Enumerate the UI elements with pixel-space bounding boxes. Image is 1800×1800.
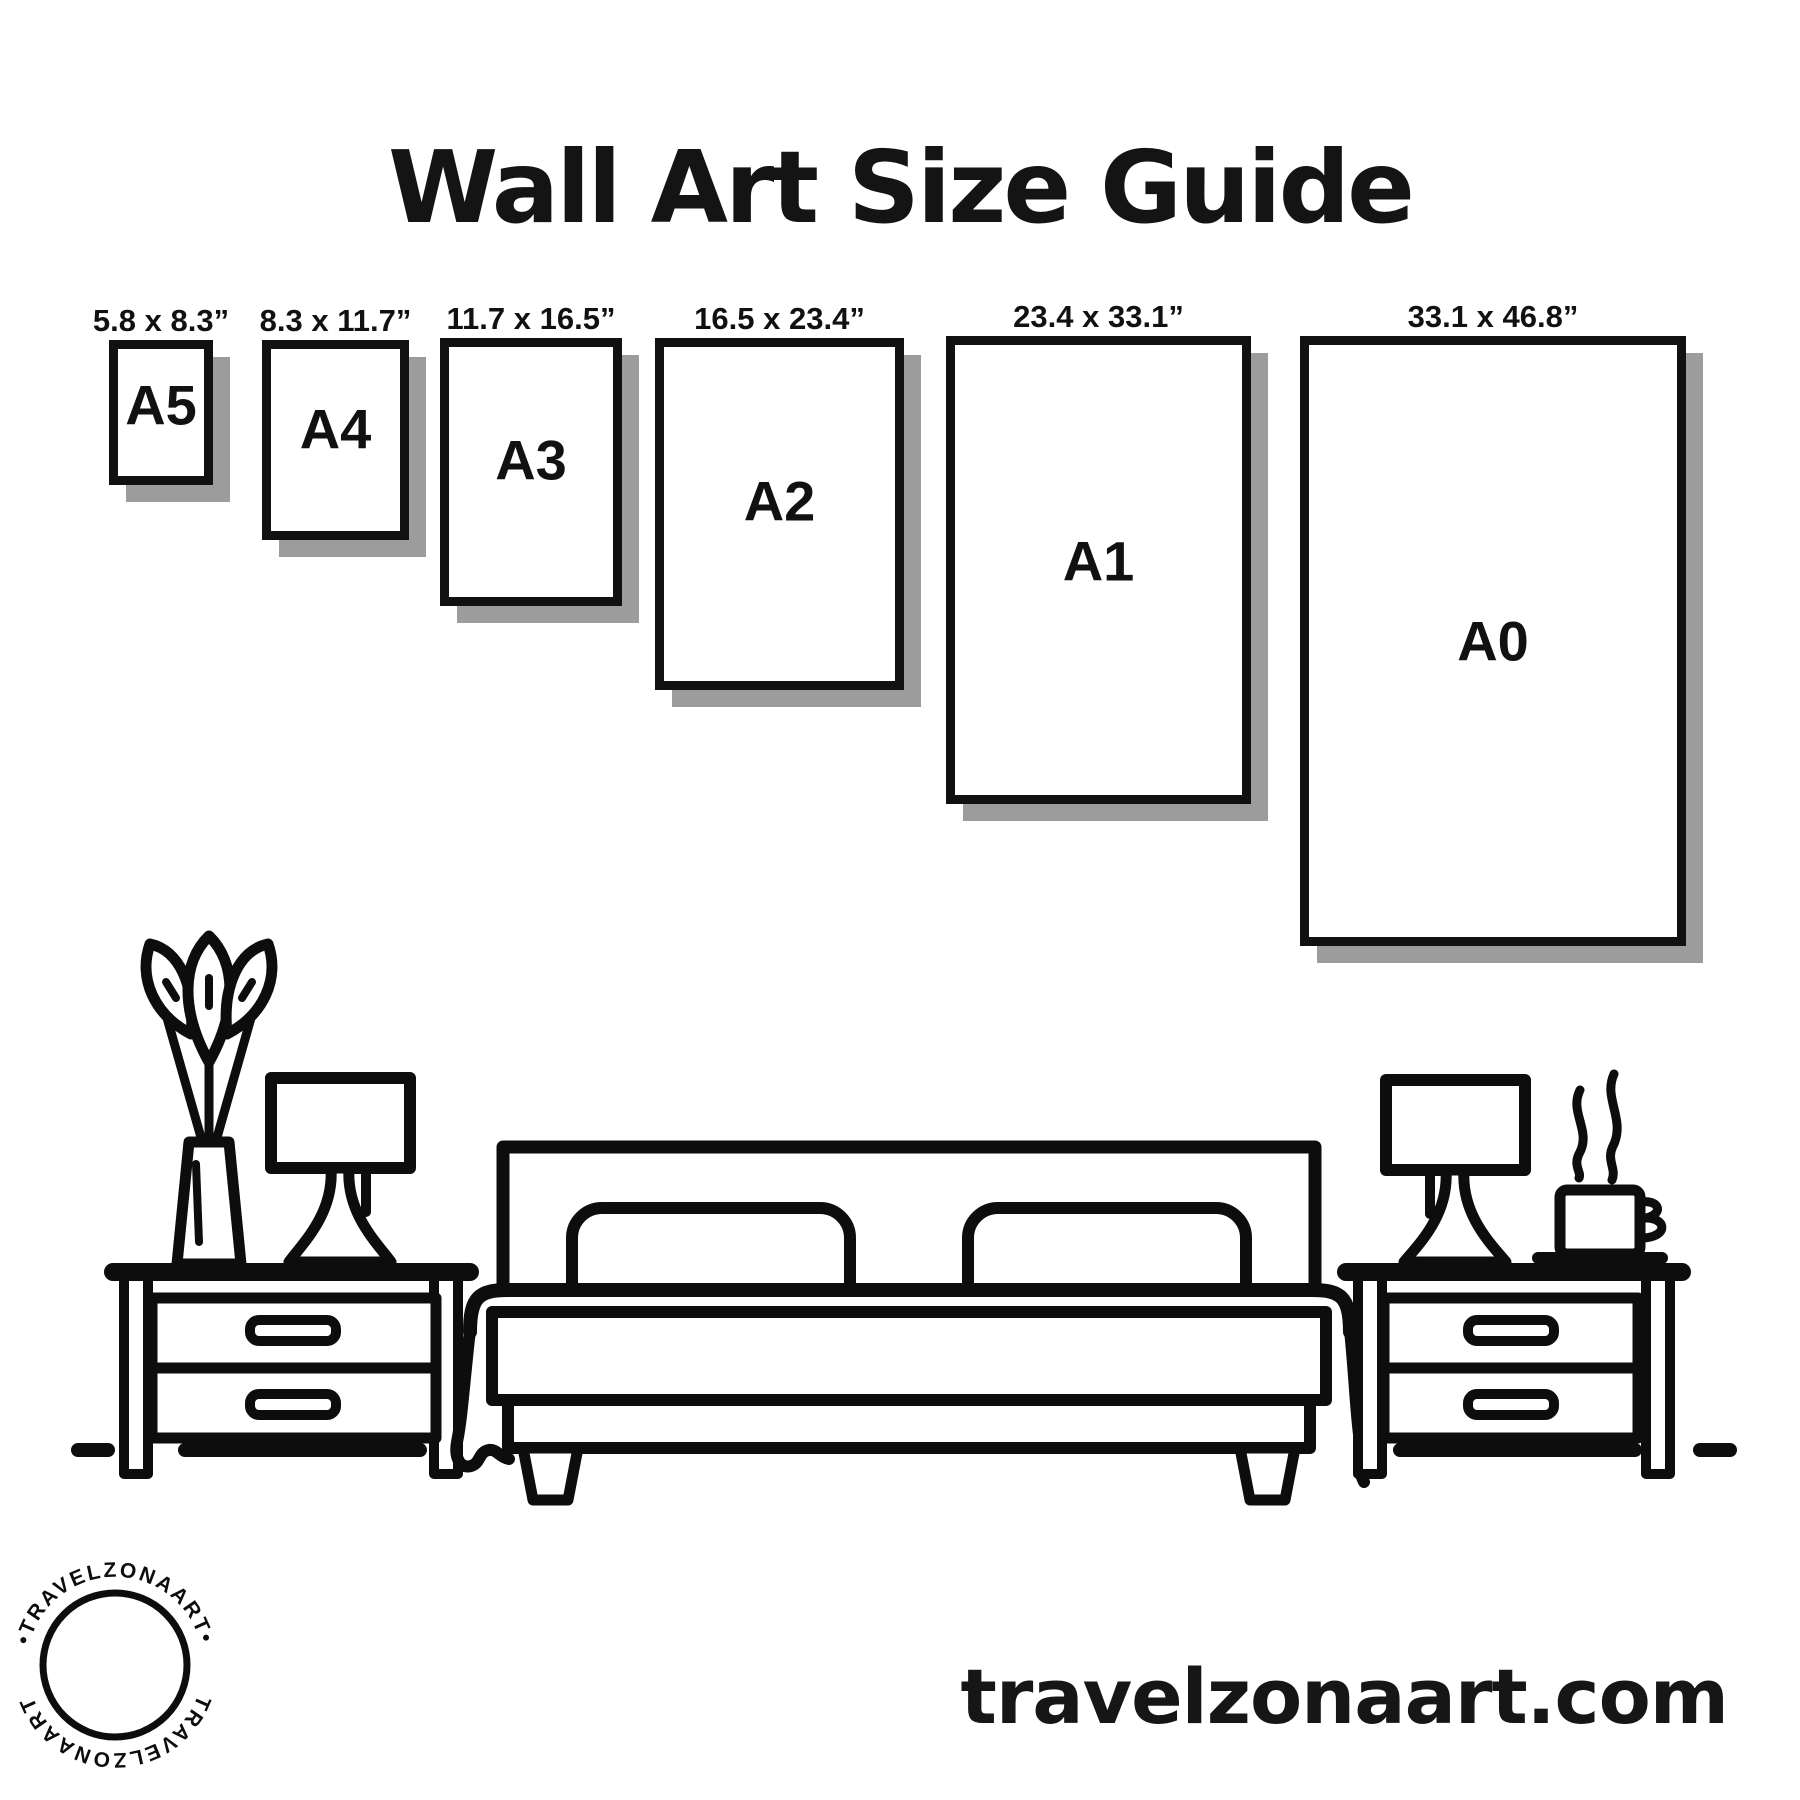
size-frame-a3 [440,301,622,606]
coffee-mug-icon [1538,1074,1662,1258]
size-letter-label: A5 [125,373,197,437]
drawer-handle [1468,1320,1554,1341]
logo-arc-text-top: •TRAVELZONAART• [11,1558,219,1647]
size-letter-label: A2 [743,469,816,533]
size-frame-a1 [946,299,1251,804]
size-frame-a2 [655,301,904,690]
bedroom-scene-illustration [0,900,1800,1550]
size-frame-a5 [92,303,230,485]
steam-icon [1611,1074,1618,1180]
size-letter-label: A3 [495,428,567,491]
mountains-icon [47,1651,183,1696]
pine-trees-icon [48,1659,181,1705]
size-letter-label: A4 [299,397,372,461]
bed-foot-right [1240,1448,1295,1500]
size-dimensions-label: 23.4 x 33.1” [1013,299,1184,334]
size-letter-label: A0 [1457,609,1529,673]
size-frame-a4 [259,303,412,540]
bed-icon [456,1147,1364,1500]
size-dimensions-label: 5.8 x 8.3” [92,303,230,338]
size-letter-label: A1 [1062,529,1135,593]
bed-base [508,1400,1310,1448]
brand-logo [0,1540,260,1800]
size-dimensions-label: 33.1 x 46.8” [1407,299,1579,334]
mattress [492,1312,1326,1400]
steam-icon [1577,1090,1583,1178]
drawer-handle [250,1394,336,1415]
bed-foot-left [523,1448,578,1500]
drawer-handle [1468,1394,1554,1415]
table-lamp-left-icon [271,1078,410,1262]
size-dimensions-label: 11.7 x 16.5” [446,301,616,336]
page-title: Wall Art Size Guide [387,129,1412,246]
logo-arc-text-bottom: TRAVELZONAART [15,1692,215,1772]
size-frame-a0 [1300,299,1686,946]
bird-icon [69,1648,89,1651]
drawer-handle [250,1320,336,1341]
size-dimensions-label: 8.3 x 11.7” [259,303,412,338]
size-dimensions-label: 16.5 x 23.4” [694,301,865,336]
moon-icon [89,1613,117,1641]
table-lamp-right-icon [1386,1080,1525,1262]
website-url: travelzonaart.com [960,1652,1728,1741]
bird-icon [129,1641,145,1644]
plant-icon [146,936,272,1264]
